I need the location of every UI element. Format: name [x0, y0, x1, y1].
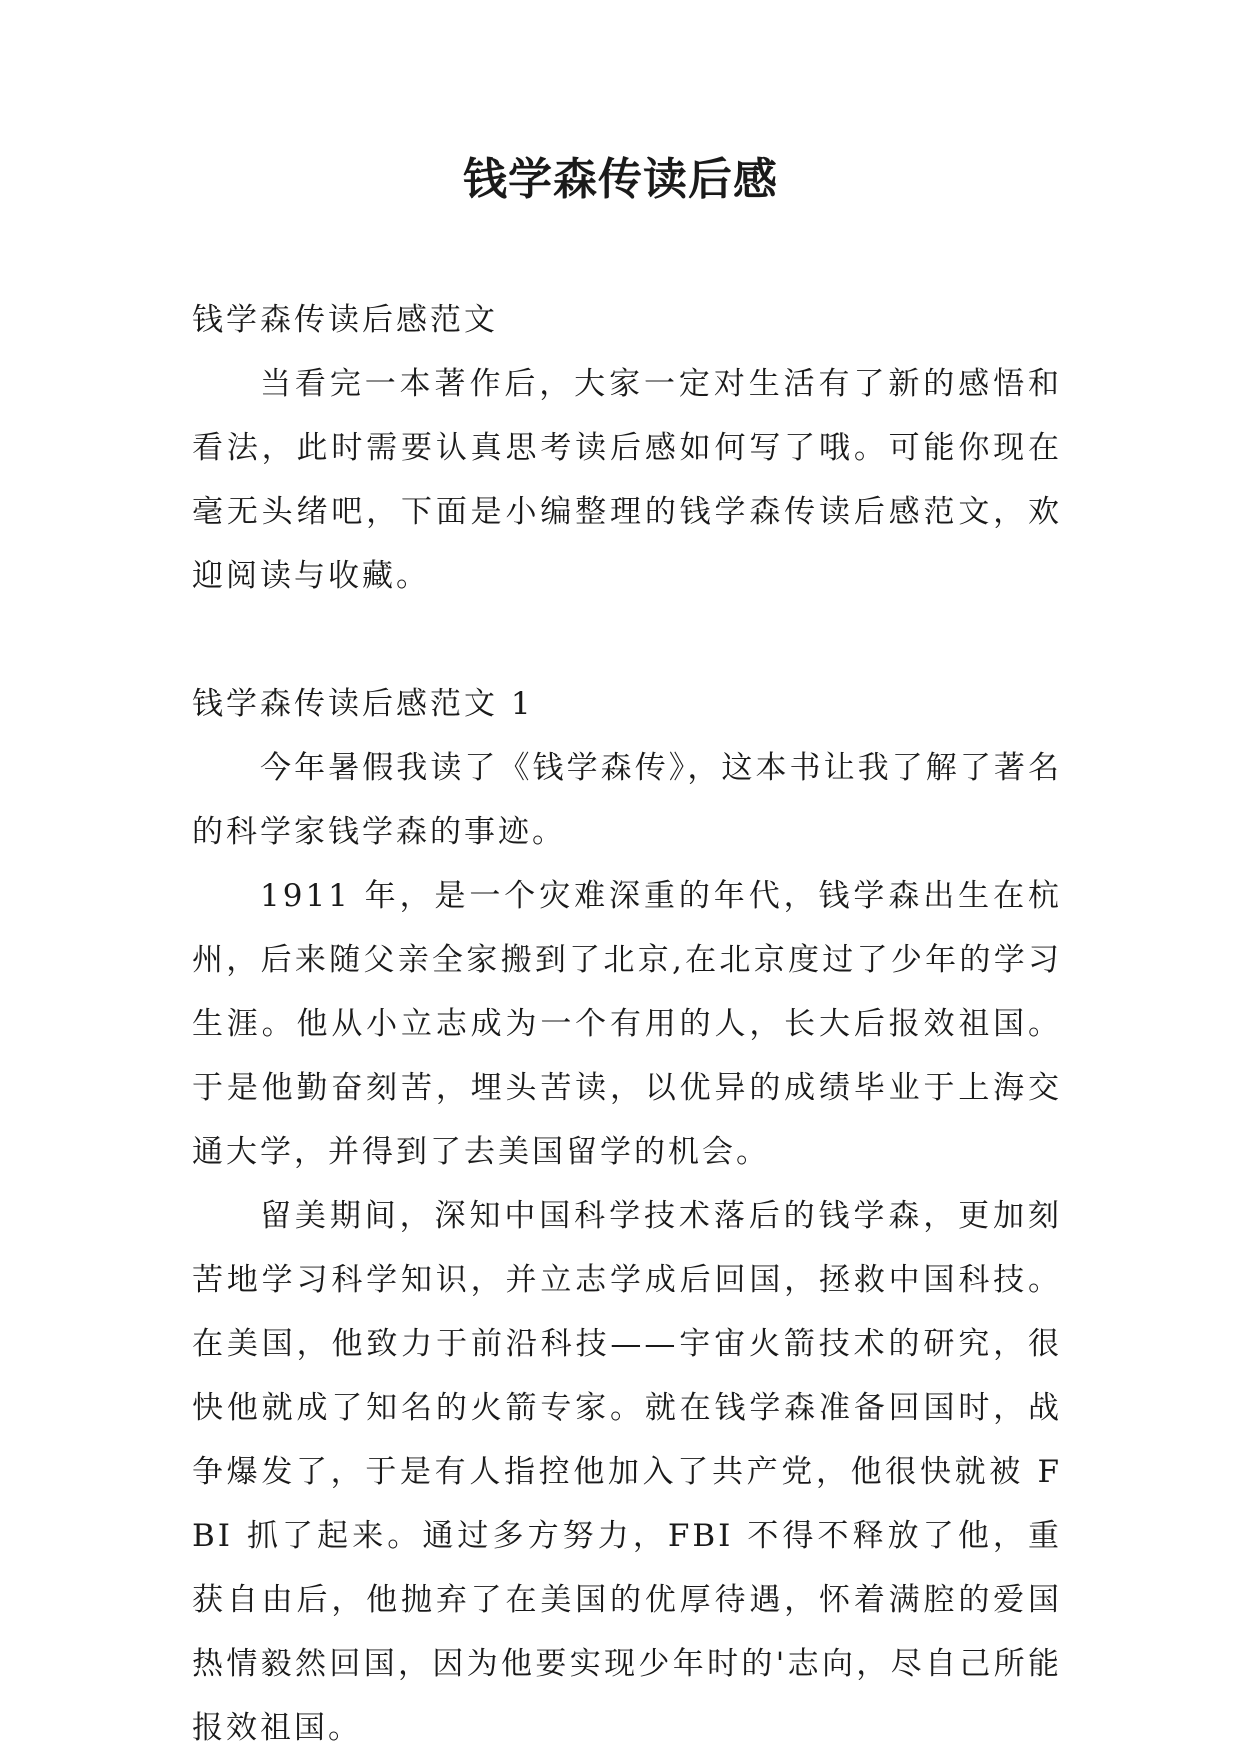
- section-spacer: [192, 608, 1062, 672]
- intro-heading: 钱学森传读后感范文: [192, 302, 498, 338]
- section1-heading: 钱学森传读后感范文 1: [192, 686, 534, 722]
- document-body: [192, 288, 1062, 1760]
- body-paragraph: 1911 年，是一个灾难深重的年代，钱学森出生在杭州，后来随父亲全家搬到了北京,在北京度过了少年的学习生涯。他从小立志成为一个有用的人，长大后报效祖国。于是他勤奋刻苦，埋头苦读，以优异的成绩毕业于上海交通大学，并得到了去美国留学的机会。: [192, 878, 1062, 1170]
- intro-paragraph: 当看完一本著作后，大家一定对生活有了新的感悟和看法，此时需要认真思考读后感如何写了哦。可能你现在毫无头绪吧，下面是小编整理的钱学森传读后感范文，欢迎阅读与收藏。: [192, 366, 1062, 594]
- document-title: 钱学森传读后感: [463, 154, 778, 205]
- body-paragraph: 今年暑假我读了《钱学森传》，这本书让我了解了著名的科学家钱学森的事迹。: [192, 750, 1062, 850]
- body-paragraph: 留美期间，深知中国科学技术落后的钱学森，更加刻苦地学习科学知识，并立志学成后回国，拯救中国科技。在美国，他致力于前沿科技——宇宙火箭技术的研究，很快他就成了知名的火箭专家。就在钱学森准备回国时，战争爆发了，于是有人指控他加入了共产党，他很快就被 FBI 抓了起来。通过多方努力，FBI 不得不释放了他，重获自由后，他抛弃了在美国的优厚待遇，怀着满腔的爱国热情毅然回国，因为他要实现少年时的'志向，尽自己所能报效祖国。: [192, 1198, 1062, 1746]
